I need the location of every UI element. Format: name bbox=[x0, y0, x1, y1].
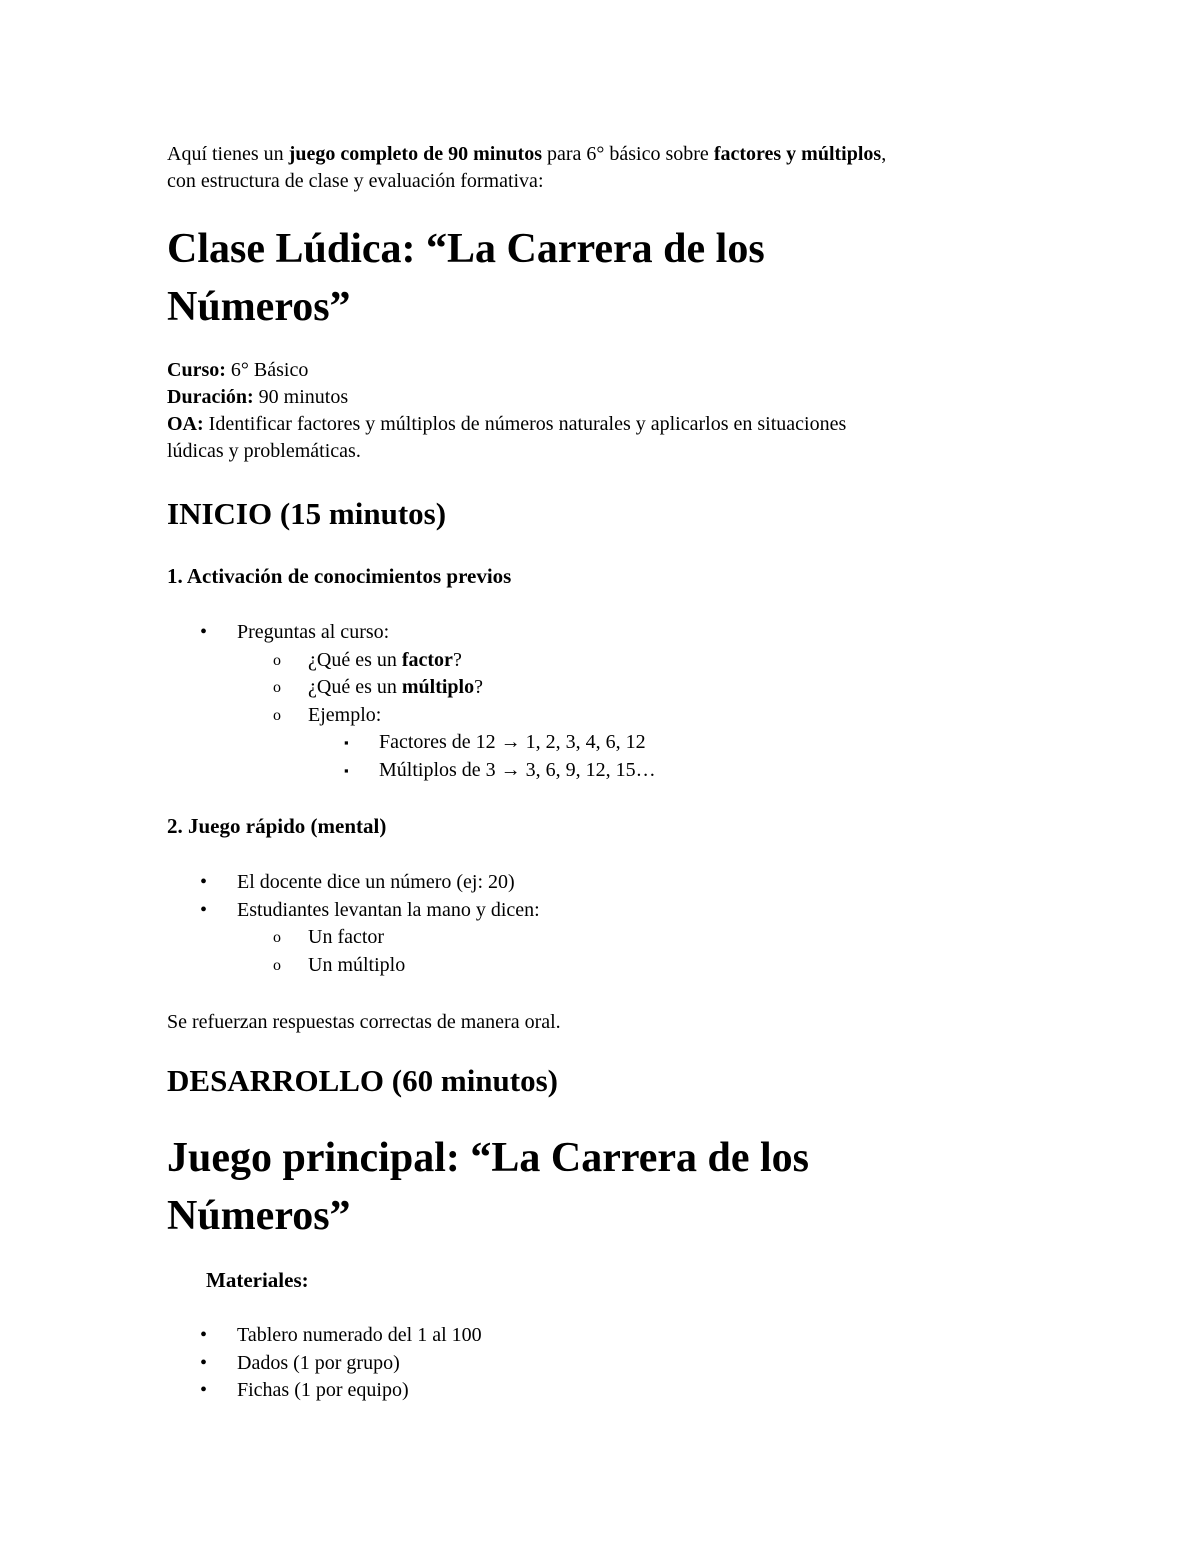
duracion-line: Duración: 90 minutos bbox=[167, 386, 349, 408]
bullet-circle-icon: o bbox=[273, 706, 281, 724]
list-item: ▪ Múltiplos de 3 → 3, 6, 9, 12, 15… bbox=[167, 757, 656, 785]
preguntas-list bbox=[167, 619, 656, 784]
bullet-square-icon: ▪ bbox=[344, 762, 349, 778]
list-item: o Ejemplo: bbox=[167, 702, 656, 730]
main-title-line-1: Clase Lúdica: “La Carrera de los bbox=[167, 226, 765, 272]
juego-principal-title bbox=[167, 1129, 809, 1245]
curso-line: Curso: 6° Básico bbox=[167, 359, 309, 381]
course-metadata bbox=[167, 357, 1047, 465]
main-title-line-2: Números” bbox=[167, 284, 351, 330]
bullet-disc-icon: • bbox=[200, 871, 208, 893]
juego-principal-title-line-2: Números” bbox=[167, 1193, 351, 1239]
desarrollo-heading: DESARROLLO (60 minutos) bbox=[167, 1063, 558, 1098]
bullet-circle-icon: o bbox=[273, 929, 281, 946]
bullet-disc-icon: • bbox=[200, 1351, 208, 1374]
juego-rapido-subheading: 2. Juego rápido (mental) bbox=[167, 814, 387, 838]
intro-line-2: con estructura de clase y evaluación formativa: bbox=[167, 170, 544, 192]
list-item: • Preguntas al curso: bbox=[167, 619, 656, 647]
intro-bold-juego: juego completo de 90 minutos bbox=[288, 143, 542, 165]
bullet-disc-icon: • bbox=[200, 1324, 208, 1346]
list-item: • Estudiantes levantan la mano y dicen: bbox=[167, 897, 540, 925]
list-item: ▪ Factores de 12 → 1, 2, 3, 4, 6, 12 bbox=[167, 729, 656, 757]
bullet-circle-icon: o bbox=[273, 956, 281, 974]
list-item: o Un múltiplo bbox=[167, 952, 540, 980]
intro-bold-factores: factores y múltiplos bbox=[713, 143, 882, 165]
list-item: o Un factor bbox=[167, 924, 540, 952]
bullet-disc-icon: • bbox=[200, 1379, 208, 1401]
bullet-square-icon: ▪ bbox=[344, 735, 349, 750]
bullet-circle-icon: o bbox=[273, 679, 281, 696]
juego-rapido-list bbox=[167, 869, 540, 979]
list-item: o ¿Qué es un múltiplo? bbox=[167, 674, 656, 702]
materiales-list bbox=[167, 1322, 482, 1405]
oa-line: OA: Identificar factores y múltiplos de números naturales y aplicarlos en situaciones bbox=[167, 413, 847, 435]
list-item: • Fichas (1 por equipo) bbox=[167, 1377, 482, 1405]
closing-paragraph: Se refuerzan respuestas correctas de manera oral. bbox=[167, 1011, 561, 1033]
intro-line-1: Aquí tienes un juego completo de 90 minutos para 6° básico sobre factores y múltiplos, bbox=[167, 143, 887, 165]
bullet-circle-icon: o bbox=[273, 651, 281, 669]
intro-paragraph bbox=[167, 141, 1047, 195]
list-item: • El docente dice un número (ej: 20) bbox=[167, 869, 540, 897]
oa-line-2: lúdicas y problemáticas. bbox=[167, 440, 361, 462]
list-item: • Dados (1 por grupo) bbox=[167, 1350, 482, 1378]
main-title bbox=[167, 220, 765, 336]
list-item: • Tablero numerado del 1 al 100 bbox=[167, 1322, 482, 1350]
list-item: o ¿Qué es un factor? bbox=[167, 647, 656, 675]
juego-principal-title-line-1: Juego principal: “La Carrera de los bbox=[167, 1135, 810, 1181]
bullet-disc-icon: • bbox=[200, 898, 208, 921]
activacion-subheading: 1. Activación de conocimientos previos bbox=[167, 564, 512, 588]
bullet-disc-icon: • bbox=[200, 621, 208, 643]
materiales-subheading: Materiales: bbox=[206, 1268, 309, 1292]
inicio-heading: INICIO (15 minutos) bbox=[167, 496, 447, 531]
